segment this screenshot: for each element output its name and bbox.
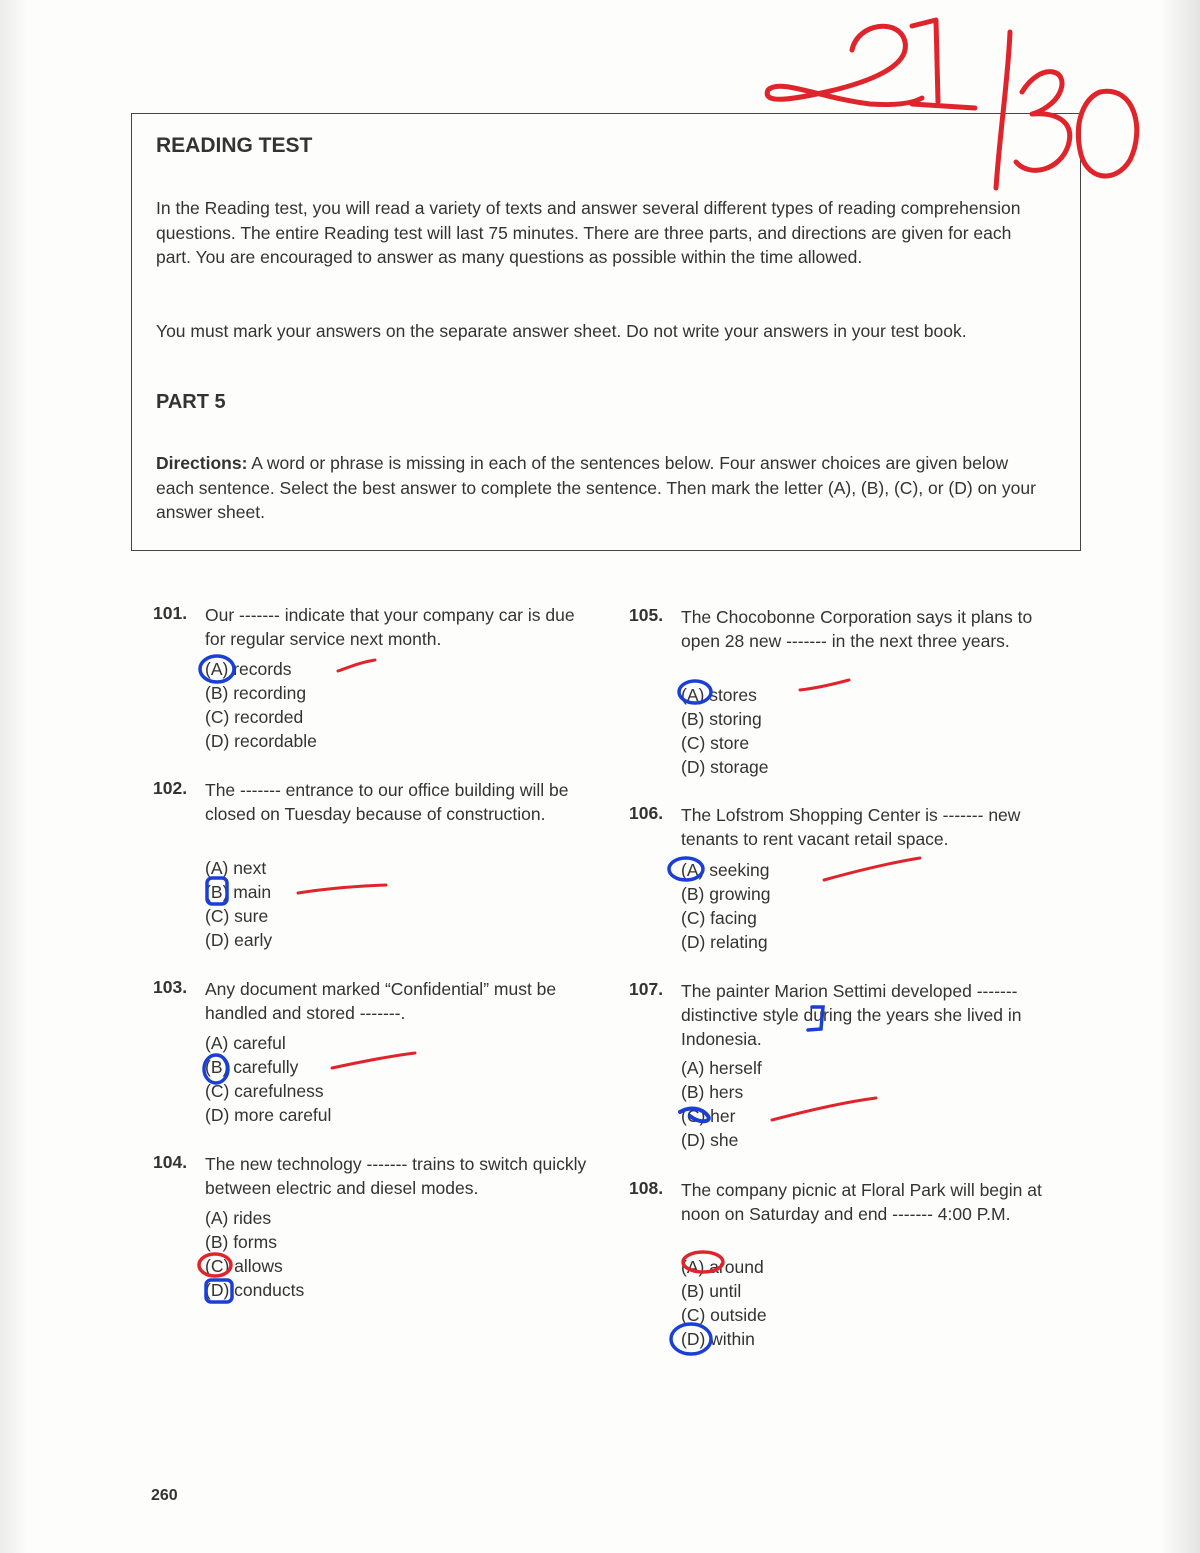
- option-d[interactable]: (D) recordable: [205, 731, 317, 751]
- option-d[interactable]: (D) more careful: [205, 1105, 332, 1125]
- question-stem: The ------- entrance to our office building will be closed on Tuesday because of construction.: [205, 780, 569, 824]
- option-b[interactable]: (B) until: [681, 1281, 742, 1301]
- option-b[interactable]: (B) forms: [205, 1232, 277, 1252]
- option-d[interactable]: (D) relating: [681, 932, 768, 952]
- option-b[interactable]: (B) hers: [681, 1082, 744, 1102]
- question-number: 104.: [153, 1152, 188, 1172]
- scan-shadow-right: [1160, 0, 1200, 1553]
- red-check-103: [332, 1053, 415, 1068]
- red-check-106: [824, 858, 920, 880]
- option-d[interactable]: (D) conducts: [205, 1280, 305, 1300]
- question-number: 105.: [629, 605, 664, 625]
- question-number: 107.: [629, 979, 664, 999]
- option-a[interactable]: (A) records: [205, 659, 292, 679]
- question-stem: The company picnic at Floral Park will begin at noon on Saturday and end ------- 4:00 P.M.: [681, 1180, 1042, 1224]
- handwritten-2-red: [767, 26, 922, 104]
- option-a[interactable]: (A) herself: [681, 1058, 762, 1078]
- option-b[interactable]: (B) storing: [681, 709, 762, 729]
- handwritten-0-red: [1078, 91, 1136, 176]
- answer-options: [681, 1255, 767, 1351]
- directions-paragraph: [156, 451, 1046, 525]
- question-stem: The Lofstrom Shopping Center is ------- new tenants to rent vacant retail space.: [681, 805, 1021, 849]
- directions-label: Directions:: [156, 453, 248, 473]
- answer-options: [205, 1206, 304, 1302]
- option-a[interactable]: (A) next: [205, 858, 267, 878]
- option-b[interactable]: (B) carefully: [205, 1057, 299, 1077]
- reading-test-title: READING TEST: [156, 134, 313, 157]
- option-d[interactable]: (D) storage: [681, 757, 769, 777]
- question-number: 103.: [153, 977, 188, 997]
- option-c[interactable]: (C) her: [681, 1106, 736, 1126]
- reading-test-intro-box: [131, 113, 1081, 551]
- option-c[interactable]: (C) outside: [681, 1305, 767, 1325]
- answer-options: [205, 657, 317, 753]
- answer-options: [681, 683, 769, 779]
- option-c[interactable]: (C) facing: [681, 908, 757, 928]
- answer-options: [205, 856, 272, 952]
- option-a[interactable]: (A) rides: [205, 1208, 272, 1228]
- page-number: 260: [151, 1487, 178, 1504]
- answer-options: [205, 1031, 331, 1127]
- red-check-107: [772, 1098, 876, 1120]
- option-b[interactable]: (B) recording: [205, 683, 307, 703]
- question-stem: Our ------- indicate that your company car is due for regular service next month.: [205, 605, 575, 649]
- option-b[interactable]: (B) main: [205, 882, 272, 902]
- intro-paragraph-2: You must mark your answers on the separate answer sheet. Do not write your answers in your test book.: [156, 321, 967, 341]
- option-c[interactable]: (C) carefulness: [205, 1081, 324, 1101]
- question-number: 108.: [629, 1178, 664, 1198]
- directions-text: A word or phrase is missing in each of the sentences below. Four answer choices are given below each sentence. Select the best answer to complete the sentence. Then mark the letter (A), (B), (C), or (D) on your answer sheet.: [156, 453, 1036, 522]
- red-check-101: [338, 660, 375, 671]
- question-stem: The painter Marion Settimi developed ------- distinctive style during the years she lived in Indonesia.: [681, 981, 1022, 1049]
- question-number: 101.: [153, 603, 188, 623]
- part-title: PART 5: [156, 391, 226, 413]
- option-c[interactable]: (C) sure: [205, 906, 269, 926]
- option-c[interactable]: (C) recorded: [205, 707, 304, 727]
- option-a[interactable]: (A) seeking: [681, 860, 770, 880]
- question-number: 106.: [629, 803, 664, 823]
- option-d[interactable]: (D) within: [681, 1329, 755, 1349]
- option-d[interactable]: (D) early: [205, 930, 273, 950]
- option-a[interactable]: (A) around: [681, 1257, 764, 1277]
- question-stem: The new technology ------- trains to switch quickly between electric and diesel modes.: [205, 1154, 587, 1198]
- answer-options: [681, 858, 770, 954]
- handwritten-1-red: [912, 20, 975, 108]
- intro-paragraph-1: In the Reading test, you will read a variety of texts and answer several different types of reading comprehension questions. The entire Reading test will last 75 minutes. There are three parts, and directions are given for each part. You are encouraged to answer as many questions as possible within the time allowed.: [156, 198, 1021, 267]
- option-c[interactable]: (C) store: [681, 733, 750, 753]
- option-a[interactable]: (A) careful: [205, 1033, 286, 1053]
- answer-options: [681, 1056, 762, 1152]
- option-c[interactable]: (C) allows: [205, 1256, 283, 1276]
- scan-shadow-left: [0, 0, 28, 1553]
- question-number: 102.: [153, 778, 188, 798]
- option-a[interactable]: (A) stores: [681, 685, 757, 705]
- red-check-102: [298, 885, 386, 893]
- option-b[interactable]: (B) growing: [681, 884, 771, 904]
- option-d[interactable]: (D) she: [681, 1130, 739, 1150]
- red-check-105: [800, 680, 849, 690]
- question-stem: The Chocobonne Corporation says it plans to open 28 new ------- in the next three years.: [681, 607, 1033, 651]
- question-stem: Any document marked “Confidential” must be handled and stored -------.: [205, 979, 557, 1023]
